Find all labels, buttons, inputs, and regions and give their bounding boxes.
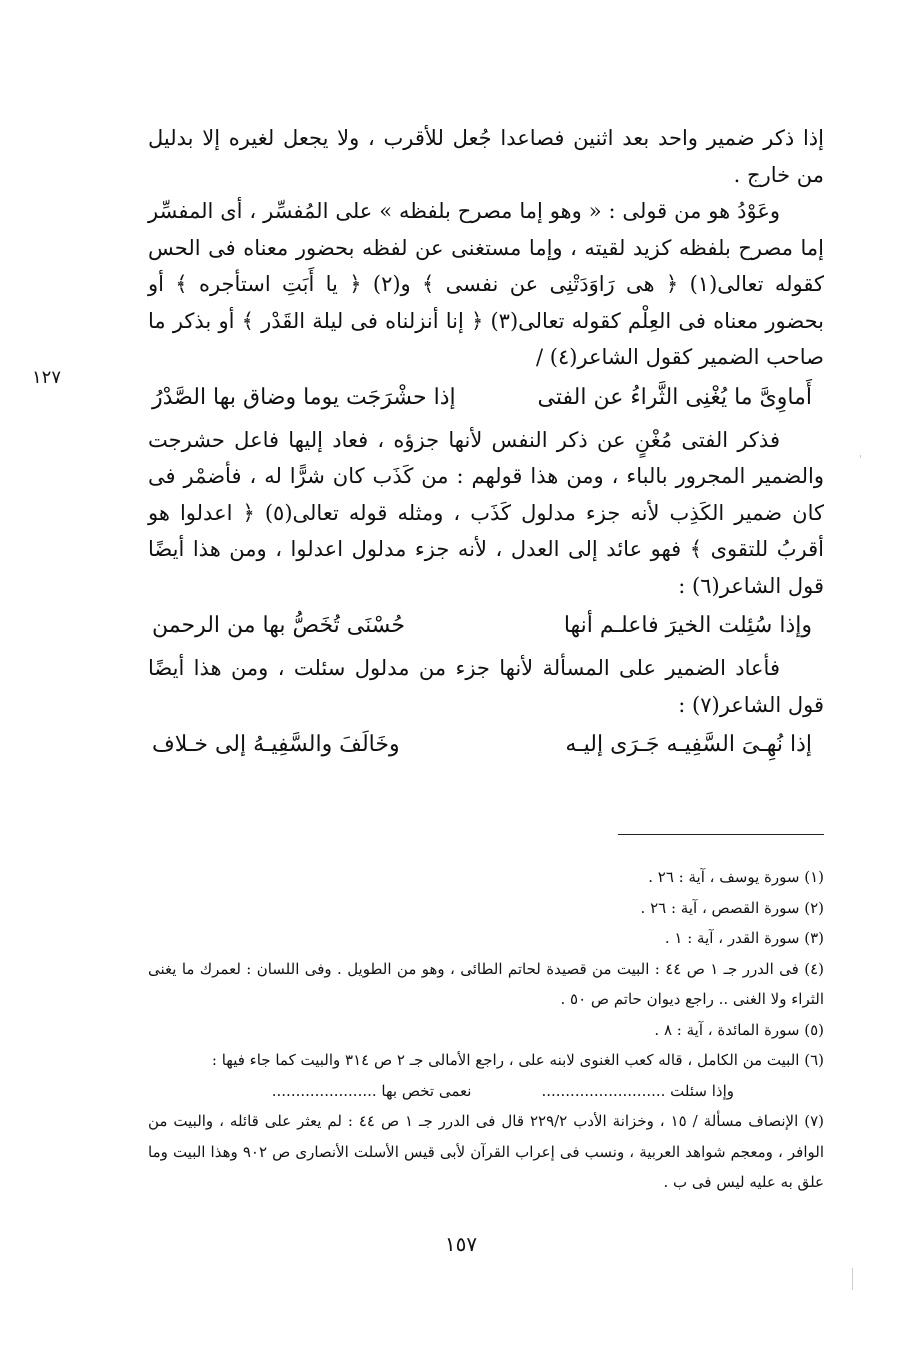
verse-second-hemistich: إذا حشْرَجَت يوما وضاق بها الصَّدْرُ [152,384,456,410]
page-number: ١٥٧ [444,1232,478,1256]
paragraph: فذكر الفتى مُغْنٍ عن ذكر النفس لأنها جزؤه ، فعاد إليها فاعل حشرجت والضمير المجرور بالباء ، ومن هذا قولهم : من كَذَب كان شرًّا له ، فأضمْر فى كان ضمير الكَذِب لأنه جزء مدلول كَذَب ، ومثله قوله تعالى(٥) ﴿ اعدلوا هو أقربُ للتقوى ﴾ فهو عائد إلى العدل ، لأنه جزء مدلول اعدلوا ، ومن هذا أيضًا قول الشاعر(٦) : [148,427,824,598]
paragraph: إذا ذكر ضمير واحد بعد اثنين فصاعدا جُعل للأقرب ، ولا يجعل لغيره إلا بدليل من خارج . [148,126,824,187]
verse-second-hemistich: وخَالَفَ والسَّفِيـهُ إلى خـلاف [152,732,400,757]
footnote: (٥) سورة المائدة ، آية : ٨ . [654,1020,824,1039]
poetry-verse [148,725,824,765]
paragraph: وعَوْدُ هو من قولى : « وهو إما مصرح بلفظه » على المُفسِّر ، أى المفسِّر إما مصرح بلفظه كزيد لقيته ، وإما مستغنى عن لفظه بحضور معناه فى الحس كقوله تعالى(١) ﴿ هى رَاوَدَتْنِى عن نفسى ﴾ و(٢) ﴿ يا أَبَتِ استأجره ﴾ أو بحضور معناه فى العِلْم كقوله تعالى(٣) ﴿ إنا أنزلناه فى ليلة القَدْر ﴾ أو بذكر ما صاحب الضمير كقول الشاعر(٤) / [148,199,824,369]
poetry-verse [148,606,824,646]
scan-edge-mark [852,1268,853,1290]
footnote-divider [618,834,824,835]
footnote: (٢) سورة القصص ، آية : ٢٦ . [640,898,824,917]
verse-first-hemistich: وإذا سُئِلت الخيرَ فاعلـم أنها [563,613,812,638]
footnote-verse-first: وإذا سئلت .......................... [541,1081,734,1100]
footnote: (٧) الإنصاف مسألة / ١٥ ، وخزانة الأدب ٢٢٩/٢ قال فى الدرر جـ ١ ص ٤٤ : لم يعثر على قائله ، والبيت من الوافر ، ومعجم شواهد العربية ، ونسب فى إعراب القرآن لأبى قيس الأسلت الأنصارى ص ٩٠٢ وهذا البيت وما علق به عليه ليس فى ب . [148,1112,824,1191]
footnotes [148,862,824,1198]
margin-page-reference: ١٢٧ [32,367,62,388]
footnote: (٦) البيت من الكامل ، قاله كعب الغنوى لابنه على ، راجع الأمالى جـ ٢ ص ٣١٤ والبيت كما جاء فيها : [211,1051,824,1069]
verse-first-hemistich: أَماوِىَّ ما يُغْنِى الثَّراءُ عن الفتى [537,384,812,410]
footnote-verse-second: نعمى تخص بها ...................... [271,1081,472,1100]
footnote-verse [148,1076,824,1107]
paragraph: فأعاد الضمير على المسألة لأنها جزء من مدلول سئلت ، ومن هذا أيضًا قول الشاعر(٧) : [148,656,824,717]
footnote: (٤) فى الدرر جـ ١ ص ٤٤ : البيت من قصيدة لحاتم الطائى ، وهو من الطويل . وفى اللسان : لعمرك ما يغنى الثراء ولا الغنى .. راجع ديوان حاتم ص ٥٠ . [148,959,824,1008]
footnote: (١) سورة يوسف ، آية : ٢٦ . [648,868,824,886]
main-text [148,120,824,769]
verse-first-hemistich: إذا نُهِـىَ السَّفِيـه جَـرَى إليـه [565,732,812,757]
footnote: (٣) سورة القدر ، آية : ١ . [664,929,824,947]
verse-second-hemistich: حُسْنَى تُخَصُّ بها من الرحمن [152,613,405,638]
scan-edge-mark [860,455,861,458]
poetry-verse [148,378,824,418]
